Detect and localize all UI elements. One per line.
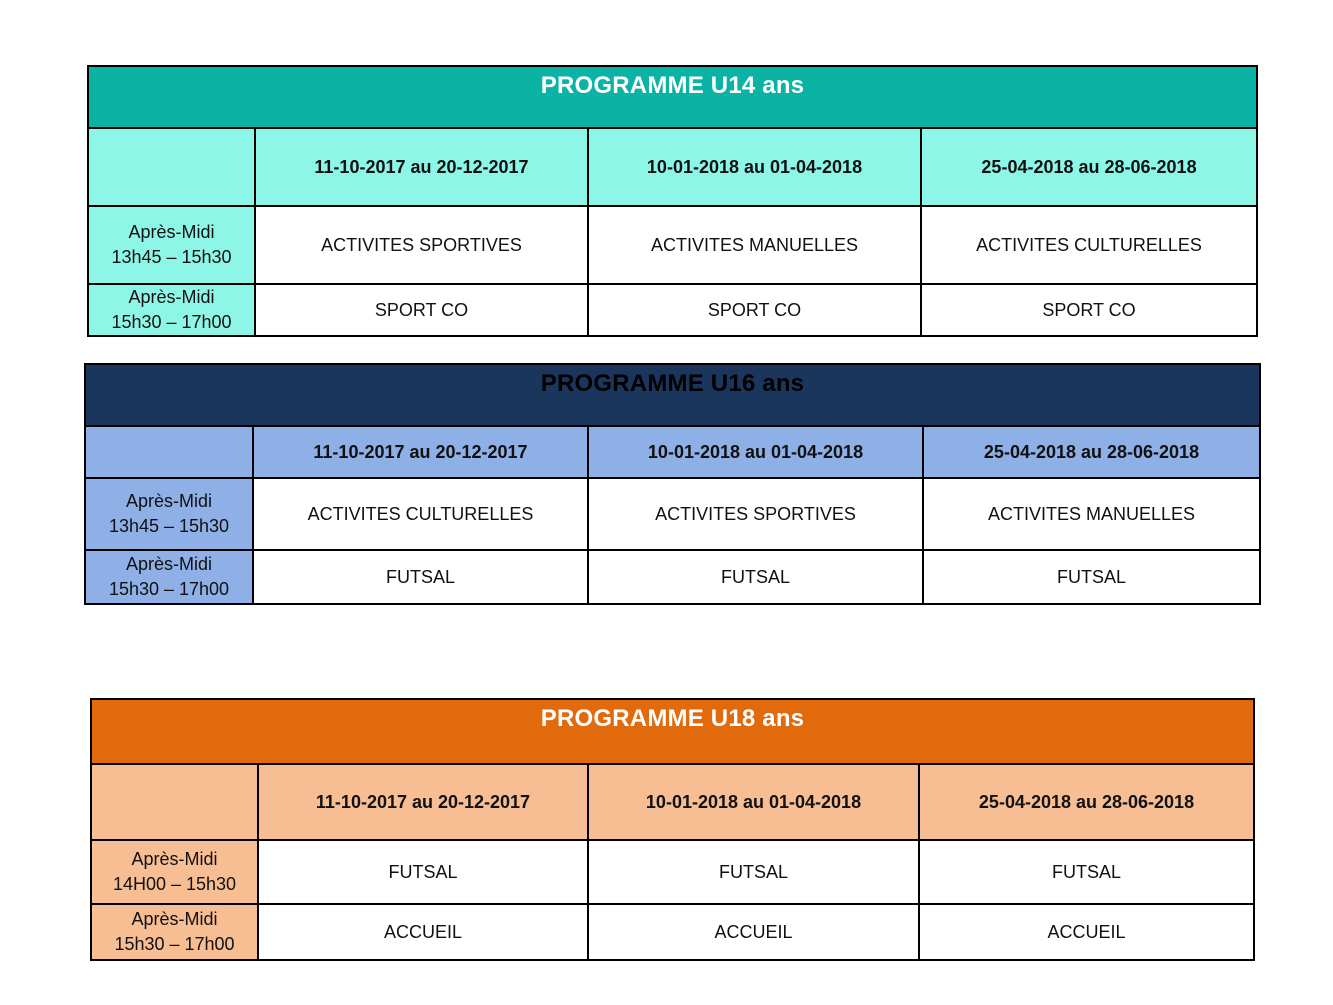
time-slot-cell: [85, 550, 253, 604]
activity-cell: ACCUEIL: [588, 904, 919, 960]
slot-label: Après-Midi: [125, 554, 213, 574]
activity-cell: FUTSAL: [923, 550, 1260, 604]
period-header: 10-01-2018 au 01-04-2018: [588, 764, 919, 840]
slot-time: 15h30 – 17h00: [111, 312, 232, 332]
time-slot-cell: [85, 478, 253, 550]
activity-cell: SPORT CO: [921, 284, 1257, 336]
time-slot-cell: [91, 904, 258, 960]
empty-corner-cell: [85, 426, 253, 478]
slot-time: 13h45 – 15h30: [108, 516, 230, 536]
slot-label: Après-Midi: [128, 222, 215, 242]
activity-cell: FUTSAL: [919, 840, 1254, 904]
activity-cell: FUTSAL: [253, 550, 588, 604]
slot-label: Après-Midi: [131, 849, 218, 869]
period-header: 25-04-2018 au 28-06-2018: [919, 764, 1254, 840]
slot-time: 15h30 – 17h00: [108, 579, 230, 599]
period-header: 10-01-2018 au 01-04-2018: [588, 426, 923, 478]
activity-cell: ACCUEIL: [258, 904, 588, 960]
activity-cell: FUTSAL: [258, 840, 588, 904]
period-header: 25-04-2018 au 28-06-2018: [921, 128, 1257, 206]
period-header: 11-10-2017 au 20-12-2017: [258, 764, 588, 840]
programme-title: PROGRAMME U18 ans: [91, 699, 1254, 764]
activity-cell: SPORT CO: [255, 284, 588, 336]
period-header: 11-10-2017 au 20-12-2017: [253, 426, 588, 478]
programme-u18-table: [90, 698, 1255, 961]
activity-cell: ACTIVITES CULTURELLES: [253, 478, 588, 550]
programme-u14-table: [87, 65, 1258, 337]
activity-cell: ACTIVITES MANUELLES: [588, 206, 921, 284]
slot-label: Après-Midi: [128, 287, 215, 307]
activity-cell: FUTSAL: [588, 550, 923, 604]
activity-cell: ACTIVITES SPORTIVES: [588, 478, 923, 550]
activity-cell: ACTIVITES SPORTIVES: [255, 206, 588, 284]
time-slot-cell: [88, 284, 255, 336]
activity-cell: ACTIVITES CULTURELLES: [921, 206, 1257, 284]
activity-cell: ACTIVITES MANUELLES: [923, 478, 1260, 550]
time-slot-cell: [91, 840, 258, 904]
slot-label: Après-Midi: [131, 909, 218, 929]
programme-u16-table: [84, 363, 1261, 605]
slot-time: 15h30 – 17h00: [114, 934, 235, 954]
period-header: 25-04-2018 au 28-06-2018: [923, 426, 1260, 478]
period-header: 11-10-2017 au 20-12-2017: [255, 128, 588, 206]
period-header: 10-01-2018 au 01-04-2018: [588, 128, 921, 206]
empty-corner-cell: [88, 128, 255, 206]
activity-cell: ACCUEIL: [919, 904, 1254, 960]
time-slot-cell: [88, 206, 255, 284]
activity-cell: FUTSAL: [588, 840, 919, 904]
slot-label: Après-Midi: [125, 491, 213, 511]
programme-title: PROGRAMME U16 ans: [85, 364, 1260, 426]
slot-time: 13h45 – 15h30: [111, 247, 232, 267]
empty-corner-cell: [91, 764, 258, 840]
activity-cell: SPORT CO: [588, 284, 921, 336]
programme-title: PROGRAMME U14 ans: [88, 66, 1257, 128]
slot-time: 14H00 – 15h30: [112, 874, 237, 894]
